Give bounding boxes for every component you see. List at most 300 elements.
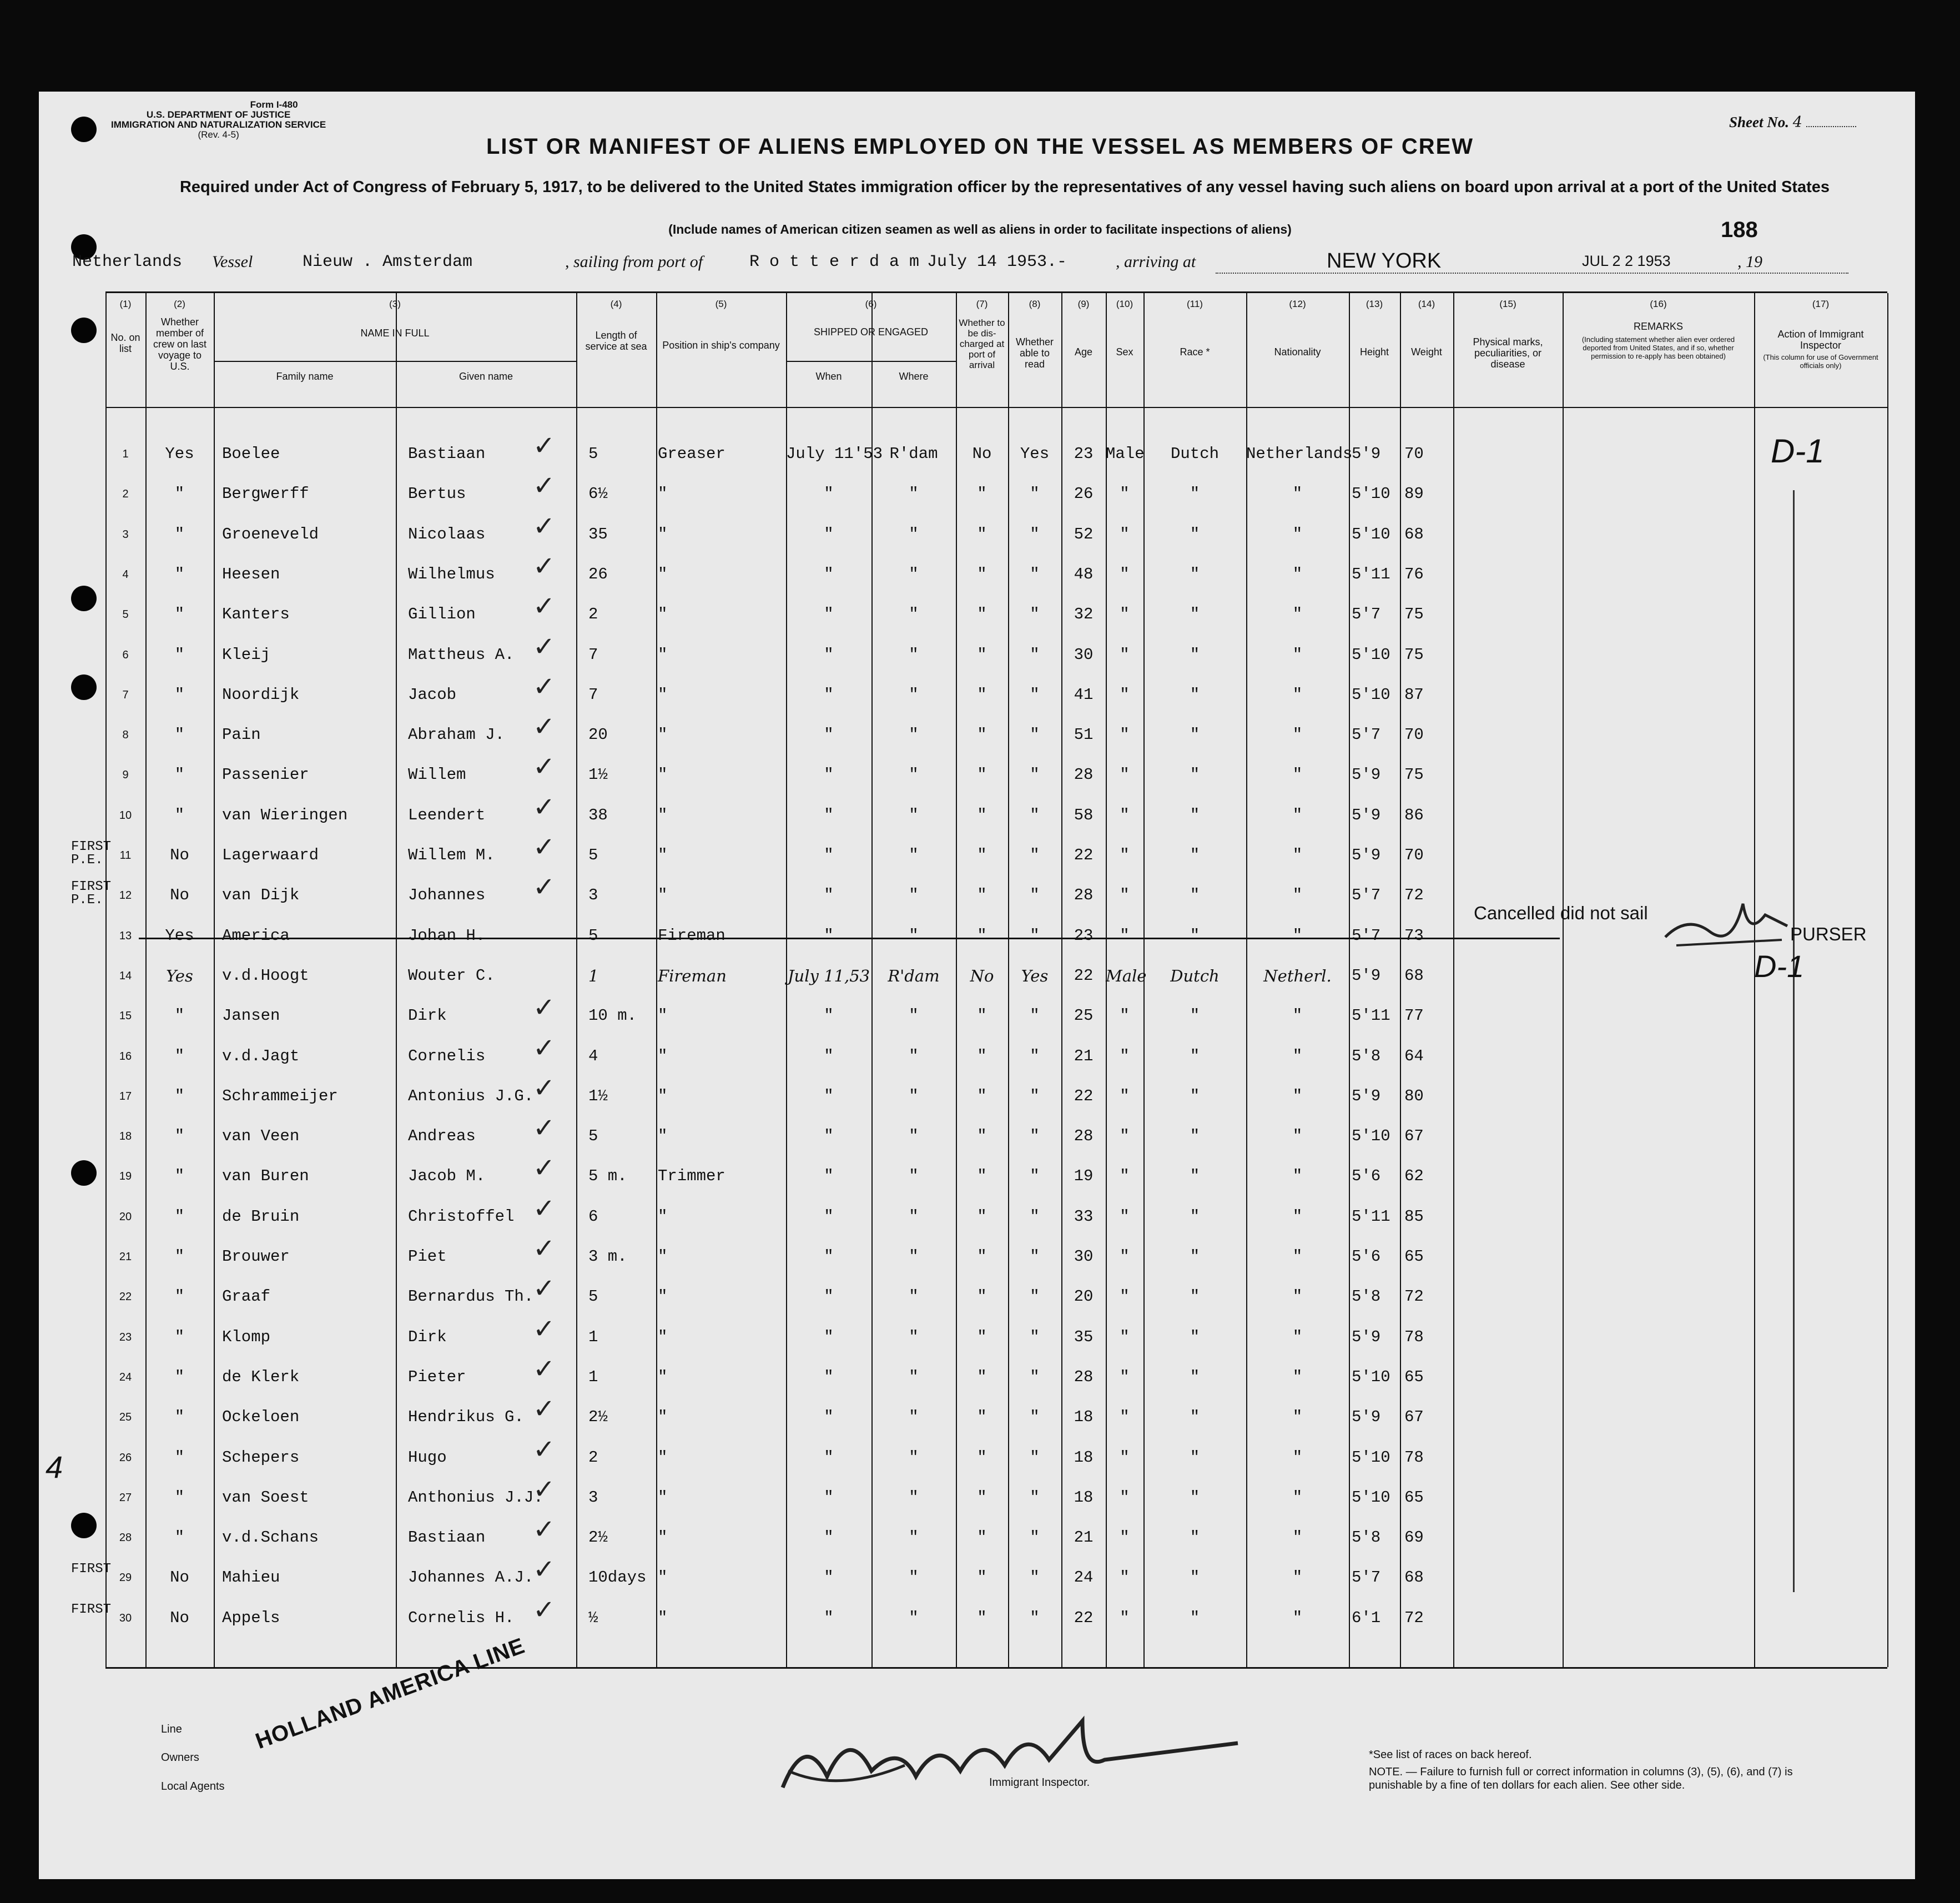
crew-row — [105, 1192, 1887, 1236]
cell-age: 22 — [1074, 846, 1094, 864]
cell-nat: " — [1292, 1327, 1303, 1346]
cell-sex: " — [1120, 1167, 1130, 1186]
cell-member: " — [174, 1207, 185, 1226]
cell-weight: 67 — [1404, 1408, 1424, 1427]
cell-service: 10 m. — [588, 1006, 637, 1025]
cell-where: " — [909, 1167, 919, 1186]
cell-read: Yes — [1021, 966, 1049, 985]
crew-row — [105, 791, 1887, 835]
cell-read: " — [1030, 1568, 1040, 1587]
cell-position: " — [658, 1608, 668, 1627]
cell-service: 2½ — [588, 1528, 608, 1547]
crew-row — [105, 591, 1887, 634]
cell-when: " — [824, 1528, 834, 1547]
cell-family: van Wieringen — [222, 805, 348, 824]
cell-read: " — [1030, 1608, 1040, 1627]
cell-no: 27 — [119, 1491, 132, 1504]
col-physical: Physical marks, peculiarities, or disease — [1473, 336, 1543, 370]
cell-sex: " — [1120, 1006, 1130, 1025]
cell-sex: " — [1120, 1367, 1130, 1386]
cell-no: 10 — [119, 809, 132, 822]
check-mark-icon: ✓ — [533, 1152, 556, 1184]
cell-when: " — [824, 1287, 834, 1306]
cell-nat: " — [1292, 1568, 1303, 1587]
sheet-number — [1729, 114, 1856, 131]
crew-row — [105, 711, 1887, 754]
cell-no: 6 — [122, 648, 129, 661]
cell-where: " — [909, 1127, 919, 1146]
check-mark-icon: ✓ — [533, 832, 556, 863]
cell-weight: 68 — [1404, 525, 1424, 543]
cell-given: Bernardus Th. — [408, 1287, 534, 1306]
cell-age: 22 — [1074, 1608, 1094, 1627]
cell-read: " — [1030, 886, 1040, 905]
cell-read: " — [1030, 605, 1040, 624]
cell-disch: " — [977, 1528, 987, 1547]
cell-disch: No — [972, 445, 992, 463]
cell-given: Jacob M. — [408, 1167, 486, 1186]
cell-family: Groeneveld — [222, 525, 319, 543]
cell-read: " — [1030, 805, 1040, 824]
cell-nat: " — [1292, 846, 1303, 864]
cell-service: ½ — [588, 1608, 598, 1627]
strike-line — [139, 938, 1560, 939]
first-pe-note: FIRST — [71, 1562, 112, 1577]
cell-age: 19 — [1074, 1167, 1094, 1186]
cell-disch: " — [977, 1086, 987, 1105]
cell-member: " — [174, 685, 185, 704]
cell-nat: " — [1292, 645, 1303, 664]
cell-nat: Netherlands — [1246, 445, 1353, 463]
cell-nat: " — [1292, 1046, 1303, 1065]
cell-family: Noordijk — [222, 685, 300, 704]
cell-family: Jansen — [222, 1006, 280, 1025]
cell-where: " — [909, 766, 919, 784]
cell-when: " — [824, 1327, 834, 1346]
cell-height: 5'10 — [1352, 1127, 1390, 1146]
cell-family: America — [222, 926, 290, 945]
cell-no: 18 — [119, 1130, 132, 1143]
cell-nat: " — [1292, 1408, 1303, 1427]
cell-position: " — [658, 726, 668, 744]
cell-when: " — [824, 1127, 834, 1146]
cell-sex: " — [1120, 726, 1130, 744]
check-mark-icon: ✓ — [533, 671, 556, 702]
cell-member: " — [174, 525, 185, 543]
cell-family: v.d.Hoogt — [222, 966, 309, 985]
col-no-on-list: No. on list — [110, 332, 140, 354]
cell-nat: " — [1292, 1367, 1303, 1386]
col-age: Age — [1074, 346, 1093, 358]
cell-age: 30 — [1074, 1247, 1094, 1266]
crew-row — [105, 1393, 1887, 1437]
cell-where: R'dam — [889, 445, 938, 463]
cell-read: " — [1030, 685, 1040, 704]
cell-race: " — [1190, 1006, 1200, 1025]
check-mark-icon: ✓ — [533, 510, 556, 542]
first-pe-note: FIRST P.E. — [71, 879, 112, 908]
cell-no: 15 — [119, 1010, 132, 1023]
cell-when: " — [824, 805, 834, 824]
crew-row — [105, 631, 1887, 674]
col-remarks-sub: (Including statement whether alien ever ordered deported from United States, and if so, whether permission to re-apply has been obtained) — [1581, 335, 1735, 360]
cell-position: " — [658, 886, 668, 905]
cell-member: " — [174, 1287, 185, 1306]
cell-service: 3 — [588, 886, 598, 905]
check-mark-icon: ✓ — [533, 1072, 556, 1104]
cell-read: " — [1030, 1207, 1040, 1226]
col-num: (16) — [1650, 299, 1667, 309]
cell-sex: Male — [1106, 445, 1145, 463]
cell-position: " — [658, 805, 668, 824]
cell-weight: 70 — [1404, 726, 1424, 744]
check-mark-icon: ✓ — [533, 751, 556, 783]
cell-weight: 65 — [1404, 1488, 1424, 1507]
cell-family: Brouwer — [222, 1247, 290, 1266]
cell-no: 25 — [119, 1411, 132, 1424]
col-num: (2) — [174, 299, 185, 309]
cell-race: " — [1190, 645, 1200, 664]
vessel-label: Vessel — [212, 253, 253, 271]
cell-disch: " — [977, 926, 987, 945]
cell-no: 20 — [119, 1210, 132, 1223]
cell-where: " — [909, 1488, 919, 1507]
cell-height: 5'7 — [1352, 926, 1381, 945]
cell-race: " — [1190, 1448, 1200, 1467]
cell-service: 38 — [588, 805, 608, 824]
cell-age: 28 — [1074, 886, 1094, 905]
cell-where: " — [909, 565, 919, 583]
cell-where: " — [909, 485, 919, 504]
cell-family: Kanters — [222, 605, 290, 624]
cell-weight: 68 — [1404, 966, 1424, 985]
cell-no: 19 — [119, 1170, 132, 1183]
cell-sex: " — [1120, 1207, 1130, 1226]
cell-height: 5'10 — [1352, 685, 1390, 704]
cell-no: 9 — [122, 769, 129, 782]
sheet-label: Sheet No. — [1729, 114, 1789, 130]
cell-no: 22 — [119, 1291, 132, 1303]
cell-age: 33 — [1074, 1207, 1094, 1226]
cell-weight: 80 — [1404, 1086, 1424, 1105]
cell-height: 5'11 — [1352, 1006, 1390, 1025]
cell-service: 5 — [588, 846, 598, 864]
cell-no: 7 — [122, 688, 129, 701]
crew-row — [105, 956, 1887, 995]
cell-read: " — [1030, 1247, 1040, 1266]
cell-race: " — [1190, 1287, 1200, 1306]
cell-position: " — [658, 846, 668, 864]
cell-nat: " — [1292, 805, 1303, 824]
cell-family: Graaf — [222, 1287, 271, 1306]
cell-read: " — [1030, 1167, 1040, 1186]
cell-when: " — [824, 926, 834, 945]
cell-read: " — [1030, 1367, 1040, 1386]
cell-no: 29 — [119, 1572, 132, 1584]
cell-disch: " — [977, 1247, 987, 1266]
cell-age: 28 — [1074, 766, 1094, 784]
cell-height: 5'9 — [1352, 1086, 1381, 1105]
cell-disch: " — [977, 1327, 987, 1346]
cell-no: 8 — [122, 729, 129, 742]
cell-member: " — [174, 766, 185, 784]
cell-read: " — [1030, 565, 1040, 583]
col-num: (10) — [1116, 299, 1133, 309]
cell-when: July 11,53 — [787, 966, 870, 985]
cell-no: 14 — [119, 969, 132, 982]
cell-sex: " — [1120, 1247, 1130, 1266]
sailing-date: July 14 1953.- — [927, 253, 1067, 271]
cell-position: Greaser — [658, 445, 725, 463]
cell-race: " — [1190, 1086, 1200, 1105]
cell-sex: " — [1120, 766, 1130, 784]
cell-member: No — [170, 846, 189, 864]
cell-height: 5'9 — [1352, 766, 1381, 784]
cell-position: Fireman — [658, 966, 727, 985]
cell-race: " — [1190, 1608, 1200, 1627]
cell-sex: " — [1120, 1528, 1130, 1547]
cell-family: Schepers — [222, 1448, 300, 1467]
cell-nat: " — [1292, 1086, 1303, 1105]
cell-nat: " — [1292, 766, 1303, 784]
cell-height: 5'7 — [1352, 726, 1381, 744]
cell-service: 1 — [588, 966, 599, 985]
cell-race: " — [1190, 525, 1200, 543]
cell-nat: Netherl. — [1263, 966, 1332, 985]
crew-row — [105, 1433, 1887, 1477]
cell-when: " — [824, 1086, 834, 1105]
cell-disch: " — [977, 766, 987, 784]
cell-read: " — [1030, 1287, 1040, 1306]
cell-family: v.d.Schans — [222, 1528, 319, 1547]
cell-nat: " — [1292, 525, 1303, 543]
cell-age: 51 — [1074, 726, 1094, 744]
cell-weight: 72 — [1404, 886, 1424, 905]
cell-race: " — [1190, 1046, 1200, 1065]
purser-signature — [1654, 893, 1798, 954]
cell-race: " — [1190, 605, 1200, 624]
form-service: IMMIGRATION AND NATURALIZATION SERVICE — [111, 119, 326, 130]
col-num: (6) — [865, 299, 877, 309]
cell-height: 5'7 — [1352, 886, 1381, 905]
cell-race: " — [1190, 685, 1200, 704]
cell-no: 17 — [119, 1090, 132, 1102]
cell-where: " — [909, 645, 919, 664]
cell-service: 1½ — [588, 766, 608, 784]
cell-age: 32 — [1074, 605, 1094, 624]
cell-sex: " — [1120, 645, 1130, 664]
cell-family: Mahieu — [222, 1568, 280, 1587]
cell-weight: 85 — [1404, 1207, 1424, 1226]
cell-given: Hugo — [408, 1448, 447, 1467]
check-mark-icon: ✓ — [533, 1393, 556, 1425]
cell-where: " — [909, 926, 919, 945]
cell-disch: " — [977, 1367, 987, 1386]
cell-sex: " — [1120, 1086, 1130, 1105]
cell-given: Antonius J.G. — [408, 1086, 534, 1105]
sheet-value: 4 — [1792, 114, 1802, 131]
cell-sex: " — [1120, 605, 1130, 624]
cell-weight: 87 — [1404, 685, 1424, 704]
cell-nat: " — [1292, 926, 1303, 945]
cell-position: Trimmer — [658, 1167, 725, 1186]
cell-nat: " — [1292, 1127, 1303, 1146]
cell-age: 21 — [1074, 1046, 1094, 1065]
col-num: (9) — [1077, 299, 1090, 309]
cell-nat: " — [1292, 685, 1303, 704]
cell-given: Gillion — [408, 605, 476, 624]
col-num: (13) — [1366, 299, 1383, 309]
cell-weight: 70 — [1404, 846, 1424, 864]
check-mark-icon: ✓ — [533, 430, 556, 461]
cell-nat: " — [1292, 886, 1303, 905]
cell-given: Andreas — [408, 1127, 476, 1146]
cell-read: " — [1030, 1006, 1040, 1025]
cell-service: 6½ — [588, 485, 608, 504]
cell-when: " — [824, 485, 834, 504]
cell-member: " — [174, 565, 185, 583]
cell-given: Dirk — [408, 1006, 447, 1025]
cell-race: Dutch — [1170, 966, 1220, 985]
cell-service: 6 — [588, 1207, 598, 1226]
cell-age: 28 — [1074, 1127, 1094, 1146]
col-num: (4) — [610, 299, 622, 309]
form-dept: U.S. DEPARTMENT OF JUSTICE — [146, 109, 291, 120]
cell-family: Heesen — [222, 565, 280, 583]
cell-weight: 75 — [1404, 645, 1424, 664]
cell-no: 24 — [119, 1371, 132, 1383]
cell-where: " — [909, 1608, 919, 1627]
cell-given: Bastiaan — [408, 1528, 486, 1547]
cell-disch: No — [970, 966, 994, 985]
cell-where: " — [909, 1448, 919, 1467]
cell-when: " — [824, 726, 834, 744]
cell-no: 30 — [119, 1612, 132, 1624]
cell-where: " — [909, 1408, 919, 1427]
cell-weight: 64 — [1404, 1046, 1424, 1065]
cell-when: " — [824, 685, 834, 704]
cell-family: v.d.Jagt — [222, 1046, 300, 1065]
cell-where: " — [909, 1327, 919, 1346]
cell-sex: " — [1120, 1608, 1130, 1627]
check-mark-icon: ✓ — [533, 872, 556, 903]
col-name: NAME IN FULL — [360, 328, 430, 339]
check-mark-icon: ✓ — [533, 1233, 556, 1264]
cell-given: Mattheus A. — [408, 645, 515, 664]
cell-race: " — [1190, 846, 1200, 864]
cell-member: " — [174, 1247, 185, 1266]
cell-member: " — [174, 1327, 185, 1346]
cell-position: Fireman — [658, 926, 725, 945]
punch-hole — [71, 318, 97, 343]
cell-age: 18 — [1074, 1488, 1094, 1507]
col-num: (8) — [1029, 299, 1041, 309]
cell-weight: 72 — [1404, 1608, 1424, 1627]
cell-read: " — [1030, 1127, 1040, 1146]
cell-disch: " — [977, 1408, 987, 1427]
cell-weight: 68 — [1404, 1568, 1424, 1587]
cell-member: " — [174, 1127, 185, 1146]
cell-service: 2 — [588, 605, 598, 624]
cell-disch: " — [977, 685, 987, 704]
cell-age: 24 — [1074, 1568, 1094, 1587]
punch-hole — [71, 586, 97, 611]
cell-given: Johan H. — [408, 926, 486, 945]
first-pe-note: FIRST — [71, 1602, 112, 1617]
cell-nat: " — [1292, 1207, 1303, 1226]
cell-given: Bertus — [408, 485, 466, 504]
cell-race: " — [1190, 805, 1200, 824]
cell-member: Yes — [165, 926, 194, 945]
col-sex: Sex — [1116, 346, 1133, 358]
cell-member: " — [174, 1006, 185, 1025]
col-remarks: REMARKS — [1633, 321, 1683, 332]
cell-read: " — [1030, 926, 1040, 945]
cell-family: van Buren — [222, 1167, 309, 1186]
cell-nat: " — [1292, 485, 1303, 504]
cell-member: " — [174, 1046, 185, 1065]
cell-disch: " — [977, 726, 987, 744]
cell-given: Johannes — [408, 886, 486, 905]
crew-row — [105, 1313, 1887, 1357]
cell-sex: Male — [1106, 966, 1147, 985]
cell-sex: " — [1120, 1327, 1130, 1346]
cell-position: " — [658, 685, 668, 704]
crew-row — [105, 550, 1887, 594]
cell-race: " — [1190, 1568, 1200, 1587]
cell-race: " — [1190, 1367, 1200, 1386]
check-mark-icon: ✓ — [533, 1594, 556, 1625]
cell-where: R'dam — [888, 966, 940, 985]
cell-read: " — [1030, 1488, 1040, 1507]
col-weight: Weight — [1411, 346, 1442, 358]
check-mark-icon: ✓ — [533, 1192, 556, 1224]
cell-weight: 78 — [1404, 1448, 1424, 1467]
cell-position: " — [658, 1367, 668, 1386]
col-position: Position in ship's company — [662, 340, 780, 351]
arrival-port: NEW YORK — [1327, 249, 1442, 273]
cell-family: van Soest — [222, 1488, 309, 1507]
cell-where: " — [909, 1287, 919, 1306]
cell-member: " — [174, 1448, 185, 1467]
cell-age: 35 — [1074, 1327, 1094, 1346]
cell-nat: " — [1292, 1287, 1303, 1306]
cell-member: No — [170, 1568, 189, 1587]
cell-when: " — [824, 1247, 834, 1266]
cell-no: 13 — [119, 929, 132, 942]
cell-race: " — [1190, 1127, 1200, 1146]
check-mark-icon: ✓ — [533, 1473, 556, 1505]
check-mark-icon: ✓ — [533, 1032, 556, 1064]
cell-nat: " — [1292, 1247, 1303, 1266]
inspector-signature — [772, 1710, 1243, 1804]
cell-where: " — [909, 1568, 919, 1587]
arriving-label: , arriving at — [1116, 253, 1196, 271]
cell-height: 5'8 — [1352, 1046, 1381, 1065]
cell-when: " — [824, 1046, 834, 1065]
cell-age: 21 — [1074, 1528, 1094, 1547]
cell-disch: " — [977, 886, 987, 905]
cell-family: Boelee — [222, 445, 280, 463]
cell-age: 23 — [1074, 445, 1094, 463]
cell-sex: " — [1120, 685, 1130, 704]
include-note: (Include names of American citizen seamen as well as aliens in order to facilitate inspections of aliens) — [668, 222, 1292, 236]
cell-no: 3 — [122, 528, 129, 541]
cell-race: " — [1190, 1327, 1200, 1346]
cell-race: " — [1190, 1488, 1200, 1507]
cell-race: " — [1190, 485, 1200, 504]
holland-america-stamp: HOLLAND AMERICA LINE — [252, 1633, 528, 1754]
